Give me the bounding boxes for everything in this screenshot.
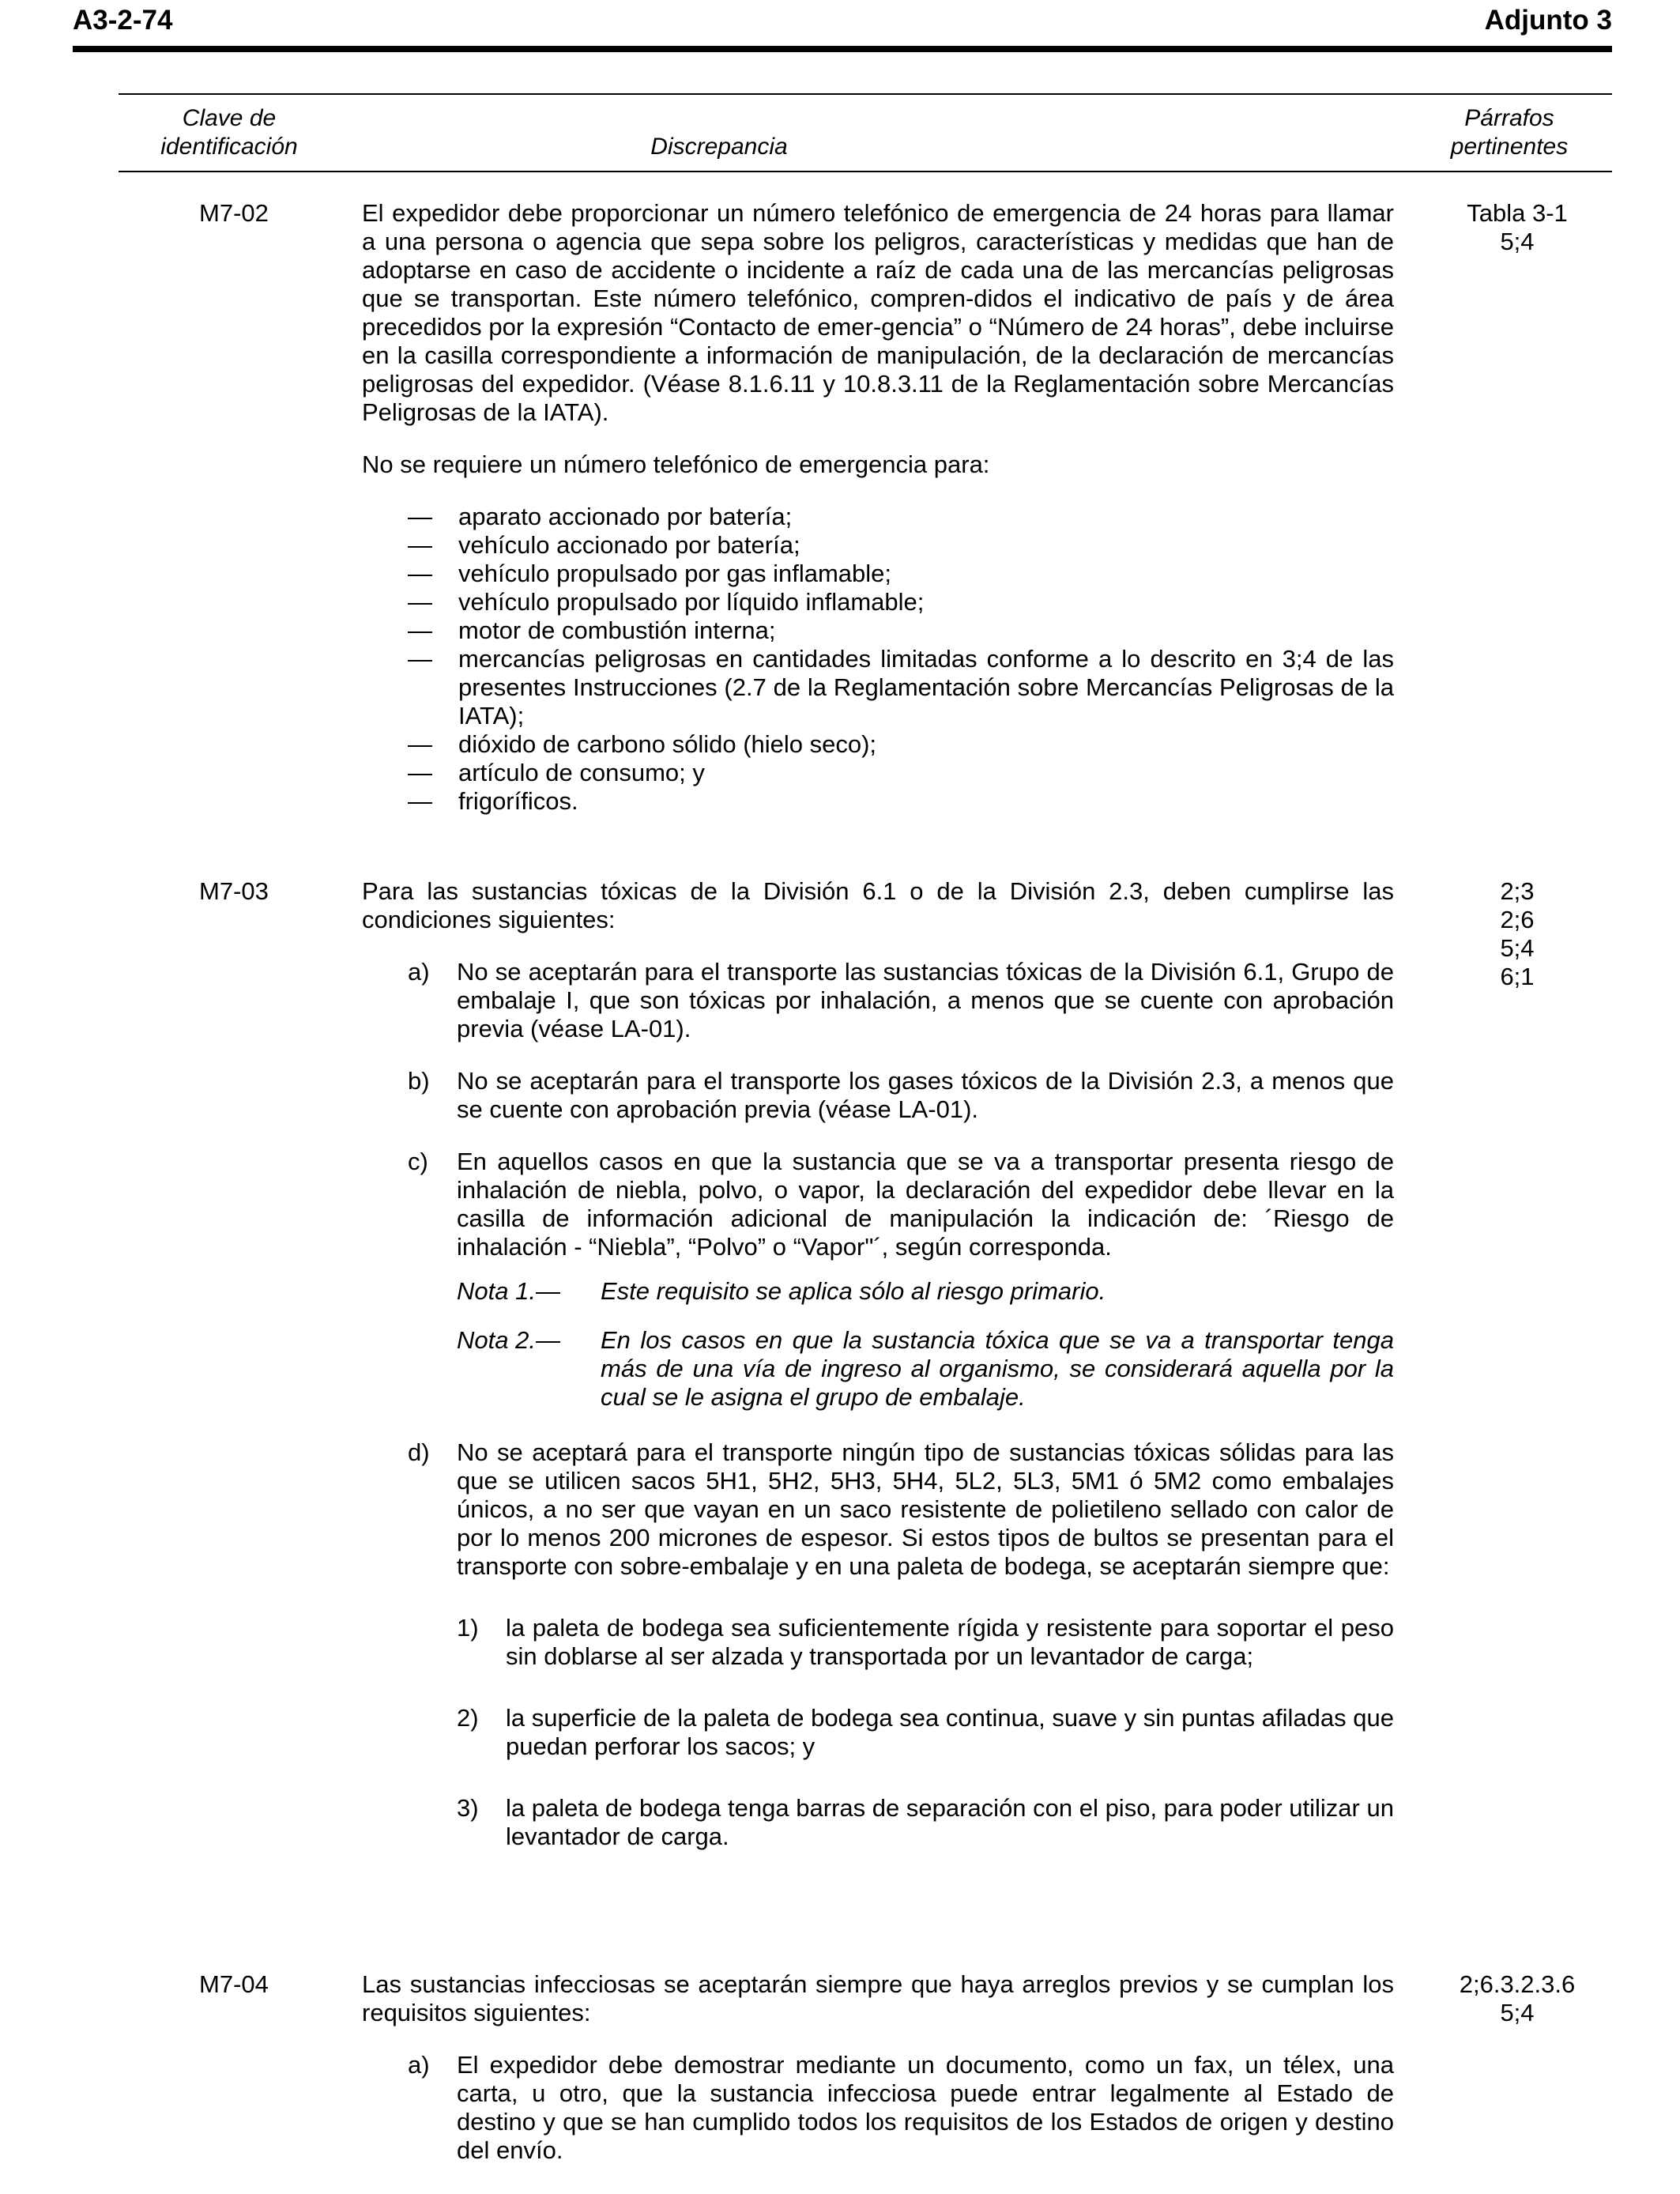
reference: 2;3: [1500, 877, 1535, 905]
sub-item-text: la superficie de la paleta de bodega sea continua, suave y sin puntas afiladas que puedan perforar los sacos; y: [506, 1704, 1394, 1760]
dash-marker: —: [408, 616, 432, 644]
column-headers: [119, 93, 1612, 172]
item-label: b): [408, 1067, 430, 1095]
reference: 2;6: [1500, 906, 1535, 933]
entry-key: M7-03: [199, 877, 269, 905]
entry-text: [362, 1970, 1394, 2165]
entry-references: [1438, 1970, 1596, 2027]
list-item: [362, 531, 1394, 560]
dash-marker: —: [408, 503, 432, 530]
sub-item: [362, 1614, 1394, 1671]
list-item-text: vehículo accionado por batería;: [458, 531, 800, 559]
column-header-paragraphs-line1: Párrafos: [1464, 105, 1554, 131]
column-header-discrepancy: Discrepancia: [650, 134, 788, 160]
item-label: c): [408, 1148, 428, 1175]
note: [362, 1326, 1394, 1412]
list-item: [362, 645, 1394, 730]
dash-marker: —: [408, 560, 432, 587]
column-header-id: [142, 104, 316, 161]
list-item: [362, 616, 1394, 645]
sub-item: [362, 1704, 1394, 1761]
entry-key: M7-02: [199, 199, 269, 227]
list-item-text: aparato accionado por batería;: [458, 503, 793, 530]
sub-item-text: la paleta de bodega tenga barras de separación con el piso, para poder utilizar un levantador de carga.: [506, 1794, 1394, 1850]
table-header-rule: [119, 171, 1612, 172]
note-text: En los casos en que la sustancia tóxica que se va a transportar tenga más de una vía de ingreso al organismo, se considerará aquella por la cual se le asigna el grupo de embalaje.: [601, 1326, 1394, 1411]
list-item-text: mercancías peligrosas en cantidades limitadas conforme a lo descrito en 3;4 de las presentes Instrucciones (2.7 de la Reglamentación sobre Mercancías Peligrosas de la IATA);: [458, 645, 1394, 729]
condition-item: [362, 958, 1394, 1043]
exemption-list: [362, 503, 1394, 816]
condition-item: [362, 1148, 1394, 1261]
column-header-paragraphs: [1414, 104, 1604, 161]
list-item: [362, 787, 1394, 816]
dash-marker: —: [408, 645, 432, 673]
list-item-text: vehículo propulsado por líquido inflamable;: [458, 588, 925, 616]
entry-text: [362, 199, 1394, 816]
sub-item-label: 1): [457, 1614, 479, 1642]
column-header-id-line2: identificación: [160, 134, 298, 160]
condition-item: [362, 1438, 1394, 1581]
entry-text: [362, 877, 1394, 1851]
list-item-text: artículo de consumo; y: [458, 759, 705, 786]
entry-references: [1438, 199, 1596, 256]
header-rule: [73, 46, 1612, 52]
condition-item: [362, 1067, 1394, 1124]
entry-intro: Las sustancias infecciosas se aceptarán siempre que haya arreglos previos y se cumplan los requisitos siguientes:: [362, 1970, 1394, 2026]
entry-references: [1438, 877, 1596, 991]
list-item: [362, 588, 1394, 616]
item-label: d): [408, 1438, 430, 1466]
dash-marker: —: [408, 787, 432, 815]
dash-marker: —: [408, 588, 432, 616]
list-item: [362, 759, 1394, 787]
item-text: El expedidor debe demostrar mediante un documento, como un fax, un télex, una carta, u otro, que la sustancia infecciosa puede entrar legalmente al Estado de destino y que se han cumplido todos los requisitos de los Estados de origen y destino del envío.: [457, 2051, 1394, 2164]
note-label: Nota 2.—: [457, 1326, 560, 1354]
column-header-paragraphs-line2: pertinentes: [1450, 134, 1569, 160]
sub-item-label: 3): [457, 1794, 479, 1822]
reference: 5;4: [1500, 1999, 1535, 2026]
reference: 5;4: [1500, 934, 1535, 962]
reference: 5;4: [1500, 228, 1535, 255]
list-item-text: dióxido de carbono sólido (hielo seco);: [458, 730, 877, 758]
note-text: Este requisito se aplica sólo al riesgo primario.: [601, 1277, 1106, 1305]
dash-marker: —: [408, 759, 432, 786]
list-item-text: motor de combustión interna;: [458, 616, 776, 644]
entry-lead: No se requiere un número telefónico de emergencia para:: [362, 450, 990, 478]
item-text: En aquellos casos en que la sustancia que se va a transportar presenta riesgo de inhalación de niebla, polvo, o vapor, la declaración del expedidor debe llevar en la casilla de información adicional de manipulación la indicación de: ´Riesgo de inhalación - “Niebla”, “Polvo” o “Vapor"´, según corresponda.: [457, 1148, 1394, 1261]
item-text: No se aceptarán para el transporte los gases tóxicos de la División 2.3, a menos que se cuente con aprobación previa (véase LA-01).: [457, 1067, 1394, 1123]
entry-key: M7-04: [199, 1970, 269, 1998]
list-item-text: frigoríficos.: [458, 787, 578, 815]
list-item-text: vehículo propulsado por gas inflamable;: [458, 560, 892, 587]
dash-marker: —: [408, 531, 432, 559]
dash-marker: —: [408, 730, 432, 758]
item-label: a): [408, 2051, 430, 2079]
reference: 6;1: [1500, 963, 1535, 990]
sub-item-label: 2): [457, 1704, 479, 1732]
reference: Tabla 3-1: [1467, 199, 1568, 227]
item-text: No se aceptarán para el transporte las sustancias tóxicas de la División 6.1, Grupo de embalaje I, que son tóxicas por inhalación, a menos que se cuente con aprobación previa (véase LA-01).: [457, 958, 1394, 1042]
sub-item-text: la paleta de bodega sea suficientemente rígida y resistente para soportar el peso sin doblarse al ser alzada y transportada por un levantador de carga;: [506, 1614, 1394, 1670]
list-item: [362, 730, 1394, 759]
note: [362, 1277, 1394, 1306]
attachment-label: Adjunto 3: [1484, 5, 1612, 36]
item-text: No se aceptará para el transporte ningún tipo de sustancias tóxicas sólidas para las que se utilicen sacos 5H1, 5H2, 5H3, 5H4, 5L2, 5L3, 5M1 ó 5M2 como embalajes únicos, a no ser que vayan en un saco resistente de polietileno sellado con calor de por lo menos 200 micrones de espesor. Si estos tipos de bultos se presentan para el transporte con sobre-embalaje y en una paleta de bodega, se aceptarán siempre que:: [457, 1438, 1394, 1580]
page-code: A3-2-74: [73, 5, 173, 36]
note-label: Nota 1.—: [457, 1277, 560, 1305]
sub-item: [362, 1794, 1394, 1851]
entry-intro: El expedidor debe proporcionar un número telefónico de emergencia de 24 horas para llamar a una persona o agencia que sepa sobre los peligros, características y medidas que han de adoptarse en caso de accidente o incidente a raíz de cada una de las mercancías peligrosas que se transportan. Este número telefónico, compren-didos el indicativo de país y de área precedidos por la expresión “Contacto de emer-gencia” o “Número de 24 horas”, debe incluirse en la casilla correspondiente a información de manipulación, de la declaración de mercancías peligrosas del expedidor. (Véase 8.1.6.11 y 10.8.3.11 de la Reglamentación sobre Mercancías Peligrosas de la IATA).: [362, 199, 1394, 426]
column-header-id-line1: Clave de: [182, 105, 277, 131]
list-item: [362, 560, 1394, 588]
item-label: a): [408, 958, 430, 986]
condition-item: [362, 2051, 1394, 2165]
entry-intro: Para las sustancias tóxicas de la División 6.1 o de la División 2.3, deben cumplirse las condiciones siguientes:: [362, 877, 1394, 933]
reference: 2;6.3.2.3.6: [1459, 1970, 1576, 1998]
list-item: [362, 503, 1394, 531]
